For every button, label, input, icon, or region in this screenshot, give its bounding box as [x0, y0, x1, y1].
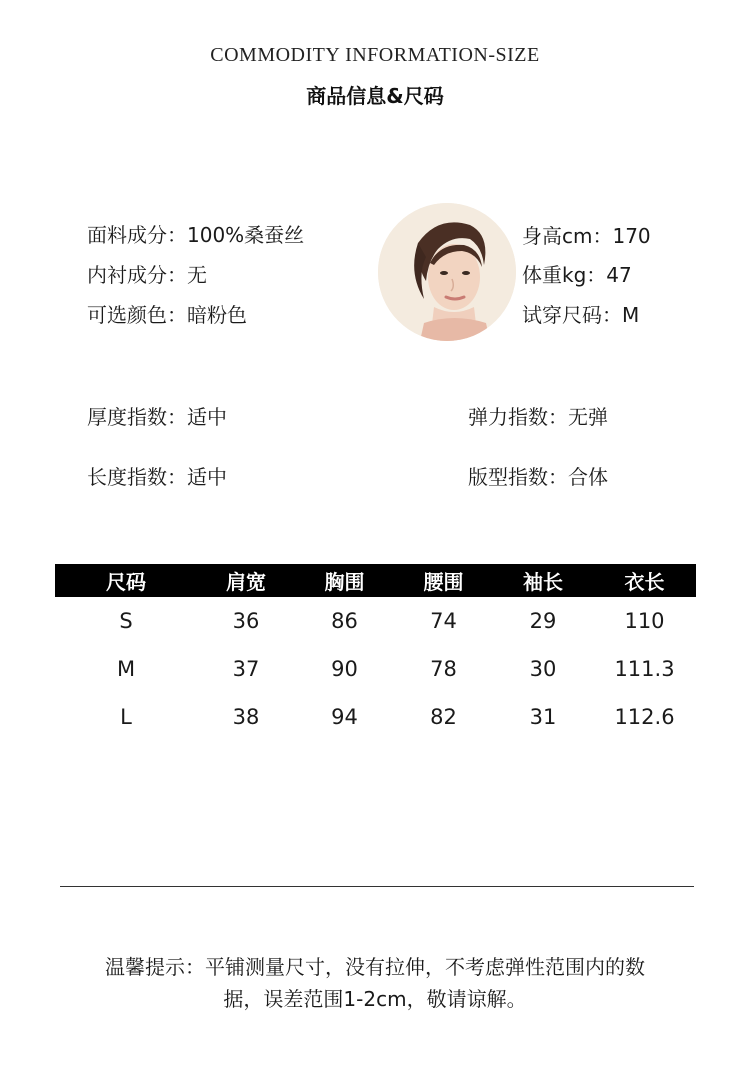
model-portrait-image: [378, 203, 516, 341]
table-cell: 31: [529, 705, 557, 729]
table-cell: 38: [232, 705, 260, 729]
model-avatar: [378, 203, 516, 341]
table-cell: 112.6: [614, 705, 675, 729]
section-divider: [60, 886, 694, 887]
table-cell: 74: [430, 609, 457, 633]
model-height: 身高cm：170: [522, 224, 651, 248]
tip-line-1: 温馨提示：平铺测量尺寸，没有拉伸，不考虑弹性范围内的数: [105, 955, 645, 979]
size-table-header-row: [55, 564, 696, 597]
column-header-length: 衣长: [624, 570, 665, 594]
lining-info: 内衬成分：无: [87, 263, 207, 287]
table-cell: M: [116, 657, 136, 681]
model-size: 试穿尺码：M: [522, 303, 640, 327]
elasticity-index: 弹力指数：无弹: [468, 405, 608, 429]
table-cell: 110: [624, 609, 665, 633]
table-cell: 94: [331, 705, 358, 729]
table-cell: 86: [331, 609, 358, 633]
table-cell: 78: [430, 657, 457, 681]
page-title-en: COMMODITY INFORMATION-SIZE: [210, 44, 540, 66]
page-title-cn: 商品信息&尺码: [306, 84, 444, 108]
length-index: 长度指数：适中: [87, 465, 227, 489]
size-table: [55, 564, 696, 741]
column-header-size: 尺码: [106, 570, 146, 594]
table-cell: 30: [529, 657, 557, 681]
table-cell: 90: [331, 657, 358, 681]
tip-line-2: 据，误差范围1-2cm，敬请谅解。: [223, 987, 527, 1011]
table-row: [55, 693, 696, 741]
model-weight: 体重kg：47: [522, 263, 632, 287]
column-header-bust: 胸围: [324, 570, 365, 594]
table-cell: 36: [232, 609, 260, 633]
table-row: [55, 645, 696, 693]
table-cell: 37: [232, 657, 260, 681]
thickness-index: 厚度指数：适中: [87, 405, 227, 429]
column-header-shoulder: 肩宽: [226, 570, 266, 594]
table-row: [55, 597, 696, 645]
table-cell: L: [120, 705, 132, 729]
table-cell: S: [119, 609, 133, 633]
table-cell: 82: [430, 705, 457, 729]
fit-index: 版型指数：合体: [468, 465, 608, 489]
fabric-info: 面料成分：100%桑蚕丝: [87, 223, 305, 247]
measurement-tip: [70, 951, 680, 1015]
column-header-waist: 腰围: [423, 570, 464, 594]
column-header-sleeve: 袖长: [523, 570, 563, 594]
table-cell: 111.3: [614, 657, 675, 681]
color-info: 可选颜色：暗粉色: [87, 303, 247, 327]
table-cell: 29: [529, 609, 557, 633]
